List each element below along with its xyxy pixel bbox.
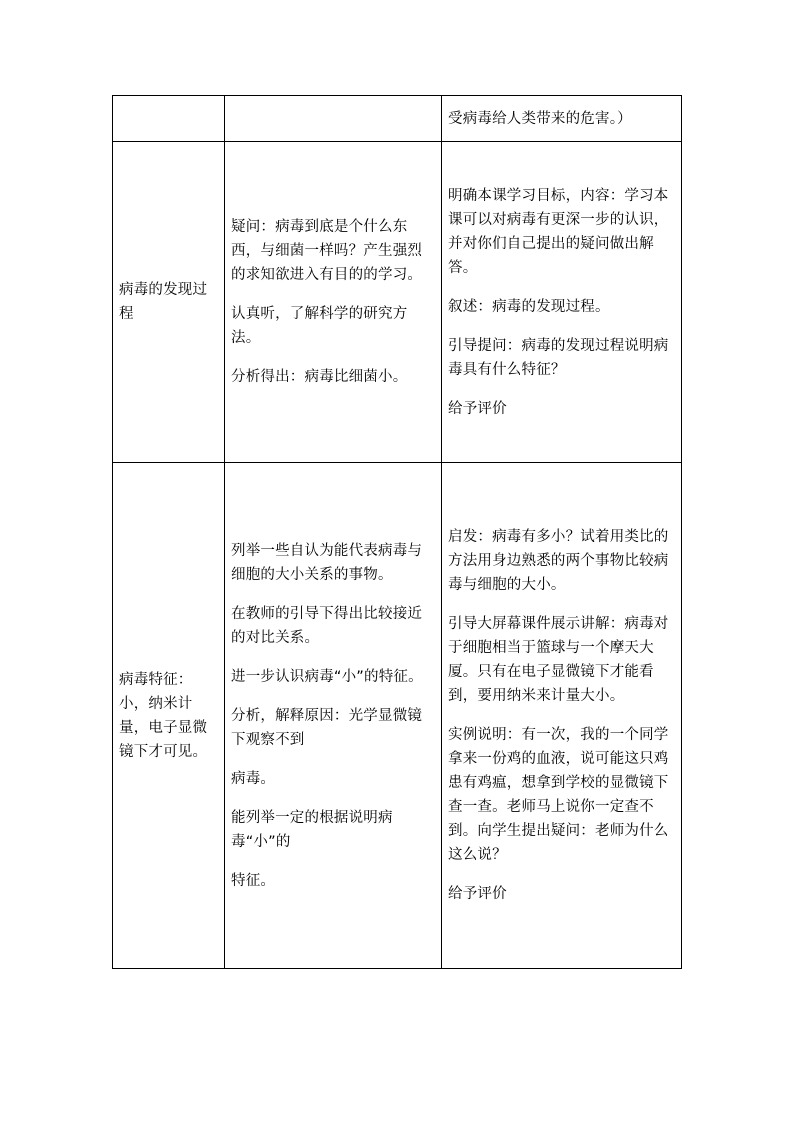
teacher-paragraph: 实例说明：有一次，我的一个同学拿来一份鸡的血液，说可能这只鸡患有鸡瘟，想拿到学校的显微镜下查一查。老师马上说你一定查不到。向学生提出疑问：老师为什么这么说？ bbox=[448, 727, 669, 863]
teacher-paragraph: 引导大屏幕课件展示讲解：病毒对于细胞相当于篮球与一个摩天大厦。只有在电子显微镜下才能看到，要用纳米来计量大小。 bbox=[448, 616, 669, 704]
teacher-activity-cell bbox=[442, 463, 682, 969]
teacher-paragraph: 明确本课学习目标，内容：学习本课可以对病毒有更深一步的认识，并对你们自己提出的疑问做出解答。 bbox=[448, 187, 669, 276]
student-paragraph: 在教师的引导下得出比较接近的对比关系。 bbox=[231, 605, 423, 646]
lesson-plan-table bbox=[112, 95, 682, 969]
table-row bbox=[113, 142, 682, 463]
teacher-paragraph: 给予评价 bbox=[448, 400, 507, 417]
topic-text: 病毒特征：小，纳米计量，电子显微镜下才可见。 bbox=[119, 671, 208, 760]
student-paragraph: 病毒。 bbox=[231, 770, 276, 787]
teacher-paragraph: 给予评价 bbox=[448, 886, 507, 902]
table-row bbox=[113, 96, 682, 142]
teacher-activity-cell bbox=[442, 142, 682, 463]
student-activity-cell bbox=[225, 96, 442, 142]
topic-text: 病毒的发现过程 bbox=[119, 282, 208, 322]
teacher-paragraph: 引导提问：病毒的发现过程说明病毒具有什么特征？ bbox=[448, 337, 669, 378]
student-paragraph: 疑问：病毒到底是个什么东西，与细菌一样吗？产生强烈的求知欲进入有目的的学习。 bbox=[231, 219, 423, 283]
student-paragraph: 特征。 bbox=[231, 872, 276, 889]
teacher-activity-cell bbox=[442, 96, 682, 142]
student-paragraph: 分析，解释原因：光学显微镜下观察不到 bbox=[231, 707, 423, 748]
student-paragraph: 能列举一定的根据说明病毒“小”的 bbox=[231, 809, 393, 850]
teacher-paragraph: 受病毒给人类带来的危害。） bbox=[448, 110, 632, 127]
student-activity-cell bbox=[225, 463, 442, 969]
topic-cell bbox=[113, 463, 225, 969]
topic-cell bbox=[113, 96, 225, 142]
student-paragraph: 认真听，了解科学的研究方法。 bbox=[231, 306, 408, 346]
student-paragraph: 进一步认识病毒“小”的特征。 bbox=[231, 668, 423, 685]
topic-cell bbox=[113, 142, 225, 463]
teacher-paragraph: 叙述：病毒的发现过程。 bbox=[448, 298, 610, 315]
student-paragraph: 列举一些自认为能代表病毒与细胞的大小关系的事物。 bbox=[231, 542, 423, 583]
teacher-paragraph: 启发：病毒有多小？试着用类比的方法用身边熟悉的两个事物比较病毒与细胞的大小。 bbox=[448, 529, 669, 593]
student-paragraph: 分析得出：病毒比细菌小。 bbox=[231, 369, 408, 385]
student-activity-cell bbox=[225, 142, 442, 463]
table-row bbox=[113, 463, 682, 969]
